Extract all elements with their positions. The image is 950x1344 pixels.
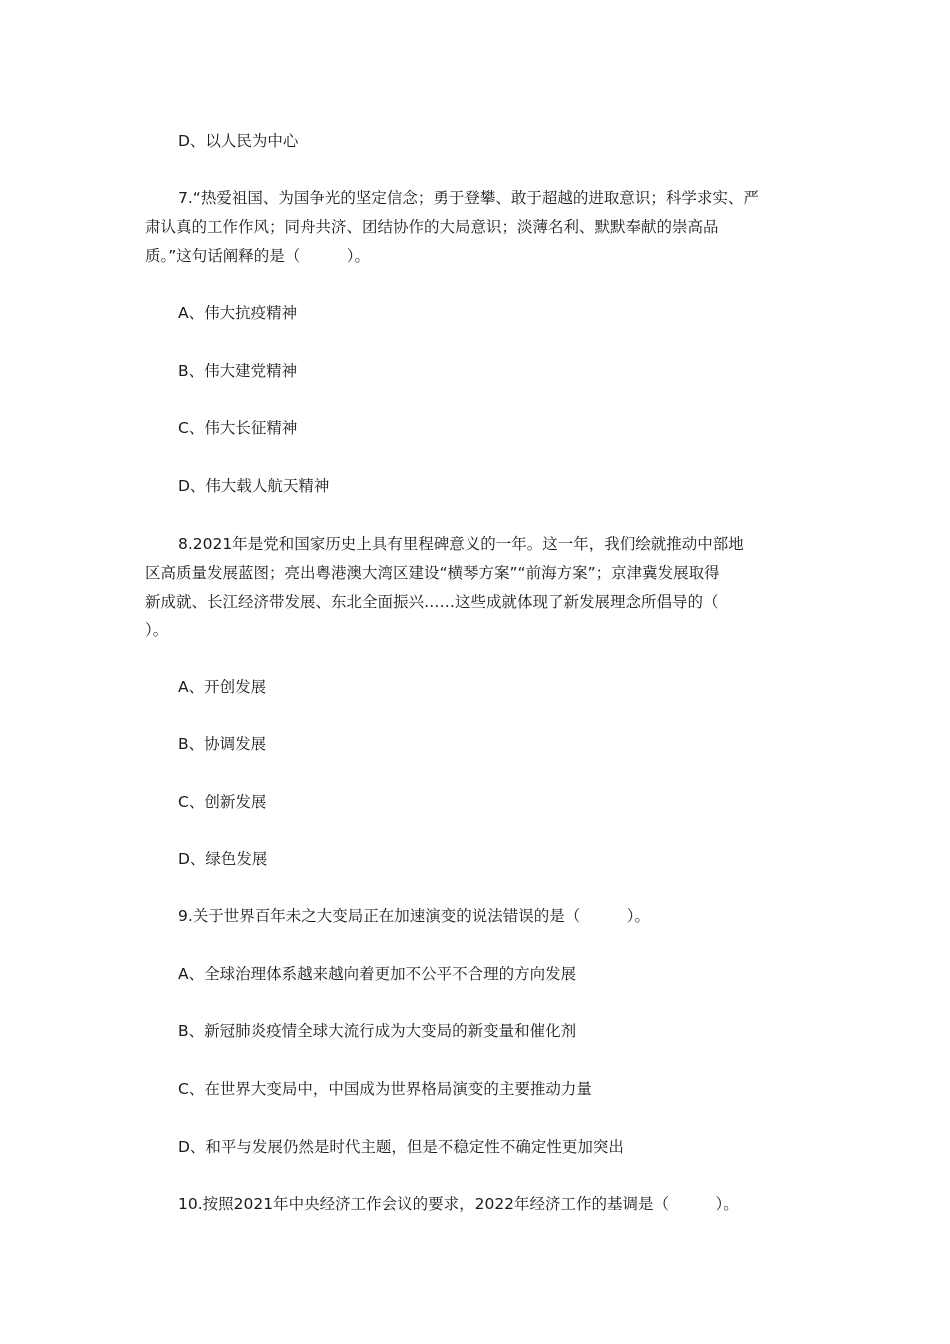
q7-option-c: C、伟大长征精神 xyxy=(178,419,298,437)
q8-option-b: B、协调发展 xyxy=(178,735,267,753)
q9-option-d: D、和平与发展仍然是时代主题，但是不稳定性不确定性更加突出 xyxy=(178,1138,624,1156)
q9-option-c: C、在世界大变局中，中国成为世界格局演变的主要推动力量 xyxy=(178,1080,592,1098)
q7-stem-line3: 质。”这句话阐释的是（ ）。 xyxy=(145,247,371,265)
q6-option-d: D、以人民为中心 xyxy=(178,132,299,150)
q10-stem-line1: 10.按照2021年中央经济工作会议的要求，2022年经济工作的基调是（ ）。 xyxy=(178,1195,739,1213)
q8-stem-line2: 区高质量发展蓝图；亮出粤港澳大湾区建设“横琴方案”“前海方案”；京津冀发展取得 xyxy=(145,564,720,582)
q8-option-a: A、开创发展 xyxy=(178,678,267,696)
q7-option-d: D、伟大载人航天精神 xyxy=(178,477,330,495)
q8-option-c: C、创新发展 xyxy=(178,793,267,811)
q7-option-b: B、伟大建党精神 xyxy=(178,362,298,380)
q7-stem-line1: 7.“热爱祖国、为国争光的坚定信念；勇于登攀、敢于超越的进取意识；科学求实、严 xyxy=(178,189,759,207)
q8-stem-line1: 8.2021年是党和国家历史上具有里程碑意义的一年。这一年，我们绘就推动中部地 xyxy=(178,535,744,553)
q9-stem-line1: 9.关于世界百年未之大变局正在加速演变的说法错误的是（ ）。 xyxy=(178,907,651,925)
q7-option-a: A、伟大抗疫精神 xyxy=(178,304,298,322)
q8-stem-line4: ）。 xyxy=(145,621,169,639)
q8-stem-line3: 新成就、长江经济带发展、东北全面振兴……这些成就体现了新发展理念所倡导的（ xyxy=(145,593,719,611)
q8-option-d: D、绿色发展 xyxy=(178,850,268,868)
q9-option-b: B、新冠肺炎疫情全球大流行成为大变局的新变量和催化剂 xyxy=(178,1022,577,1040)
q9-option-a: A、全球治理体系越来越向着更加不公平不合理的方向发展 xyxy=(178,965,577,983)
q7-stem-line2: 肃认真的工作作风；同舟共济、团结协作的大局意识；淡薄名利、默默奉献的崇高品 xyxy=(145,218,719,236)
